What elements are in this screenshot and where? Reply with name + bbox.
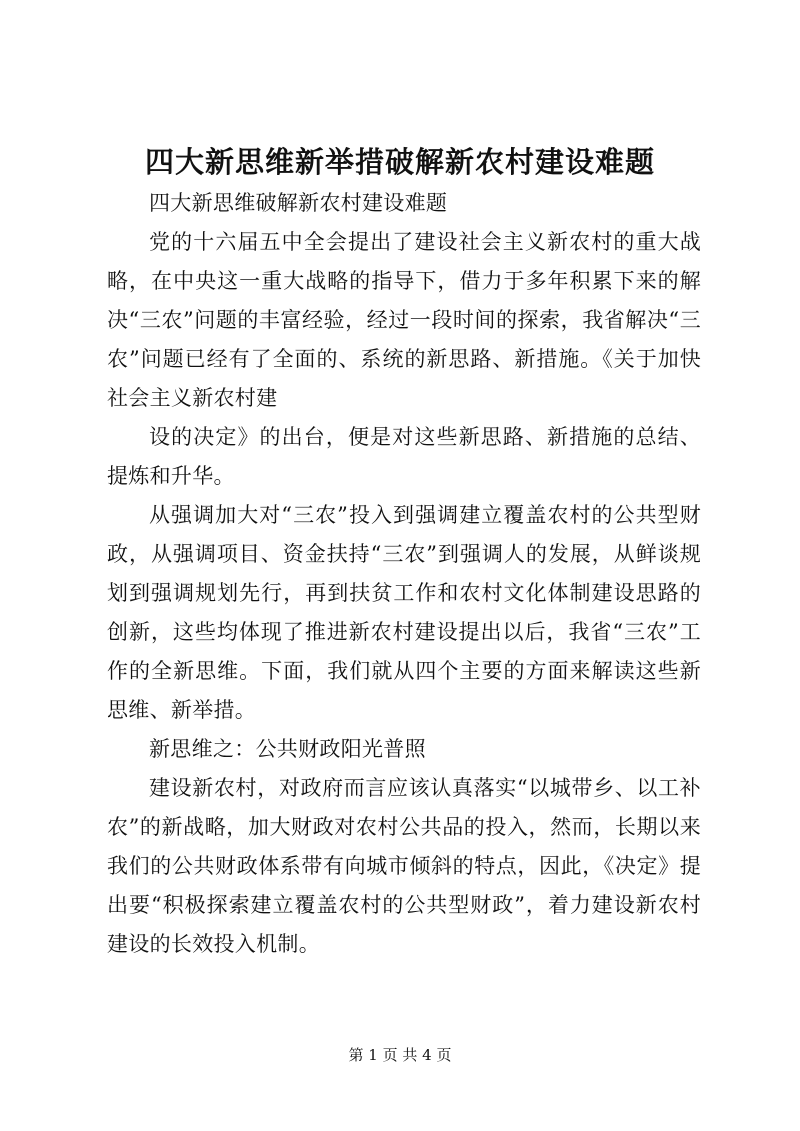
page-footer: 第 1 页 共 4 页 xyxy=(348,1046,452,1064)
paragraph: 党的十六届五中全会提出了建设社会主义新农村的重大战略，在中央这一重大战略的指导下，借力于多年积累下来的解决“三农”问题的丰富经验，经过一段时间的探索，我省解决“三农”问题已经有了全面的、系统的新思路、新措施。《关于加快社会主义新农村建 xyxy=(107,230,701,410)
section-heading: 新思维之：公共财政阳光普照 xyxy=(149,737,426,761)
paragraph: 从强调加大对“三农”投入到强调建立覆盖农村的公共型财政，从强调项目、资金扶持“三农”到强调人的发展，从鲜谈规划到强调规划先行，再到扶贫工作和农村文化体制建设思路的创新，这些均体现了推进新农村建设提出以后，我省“三农”工作的全新思维。下面，我们就从四个主要的方面来解读这些新思维、新举措。 xyxy=(107,503,701,722)
paragraph-subtitle: 四大新思维破解新农村建设难题 xyxy=(149,191,448,215)
paragraph: 建设新农村，对政府而言应该认真落实“以城带乡、以工补农”的新战略，加大财政对农村公共品的投入，然而，长期以来我们的公共财政体系带有向城市倾斜的特点，因此，《决定》提出要“积极探索建立覆盖农村的公共型财政”，着力建设新农村建设的长效投入机制。 xyxy=(107,776,701,956)
paragraph: 设的决定》的出台，便是对这些新思路、新措施的总结、提炼和升华。 xyxy=(107,425,701,488)
document-title: 四大新思维新举措破解新农村建设难题 xyxy=(144,145,655,179)
document-body xyxy=(107,184,701,964)
